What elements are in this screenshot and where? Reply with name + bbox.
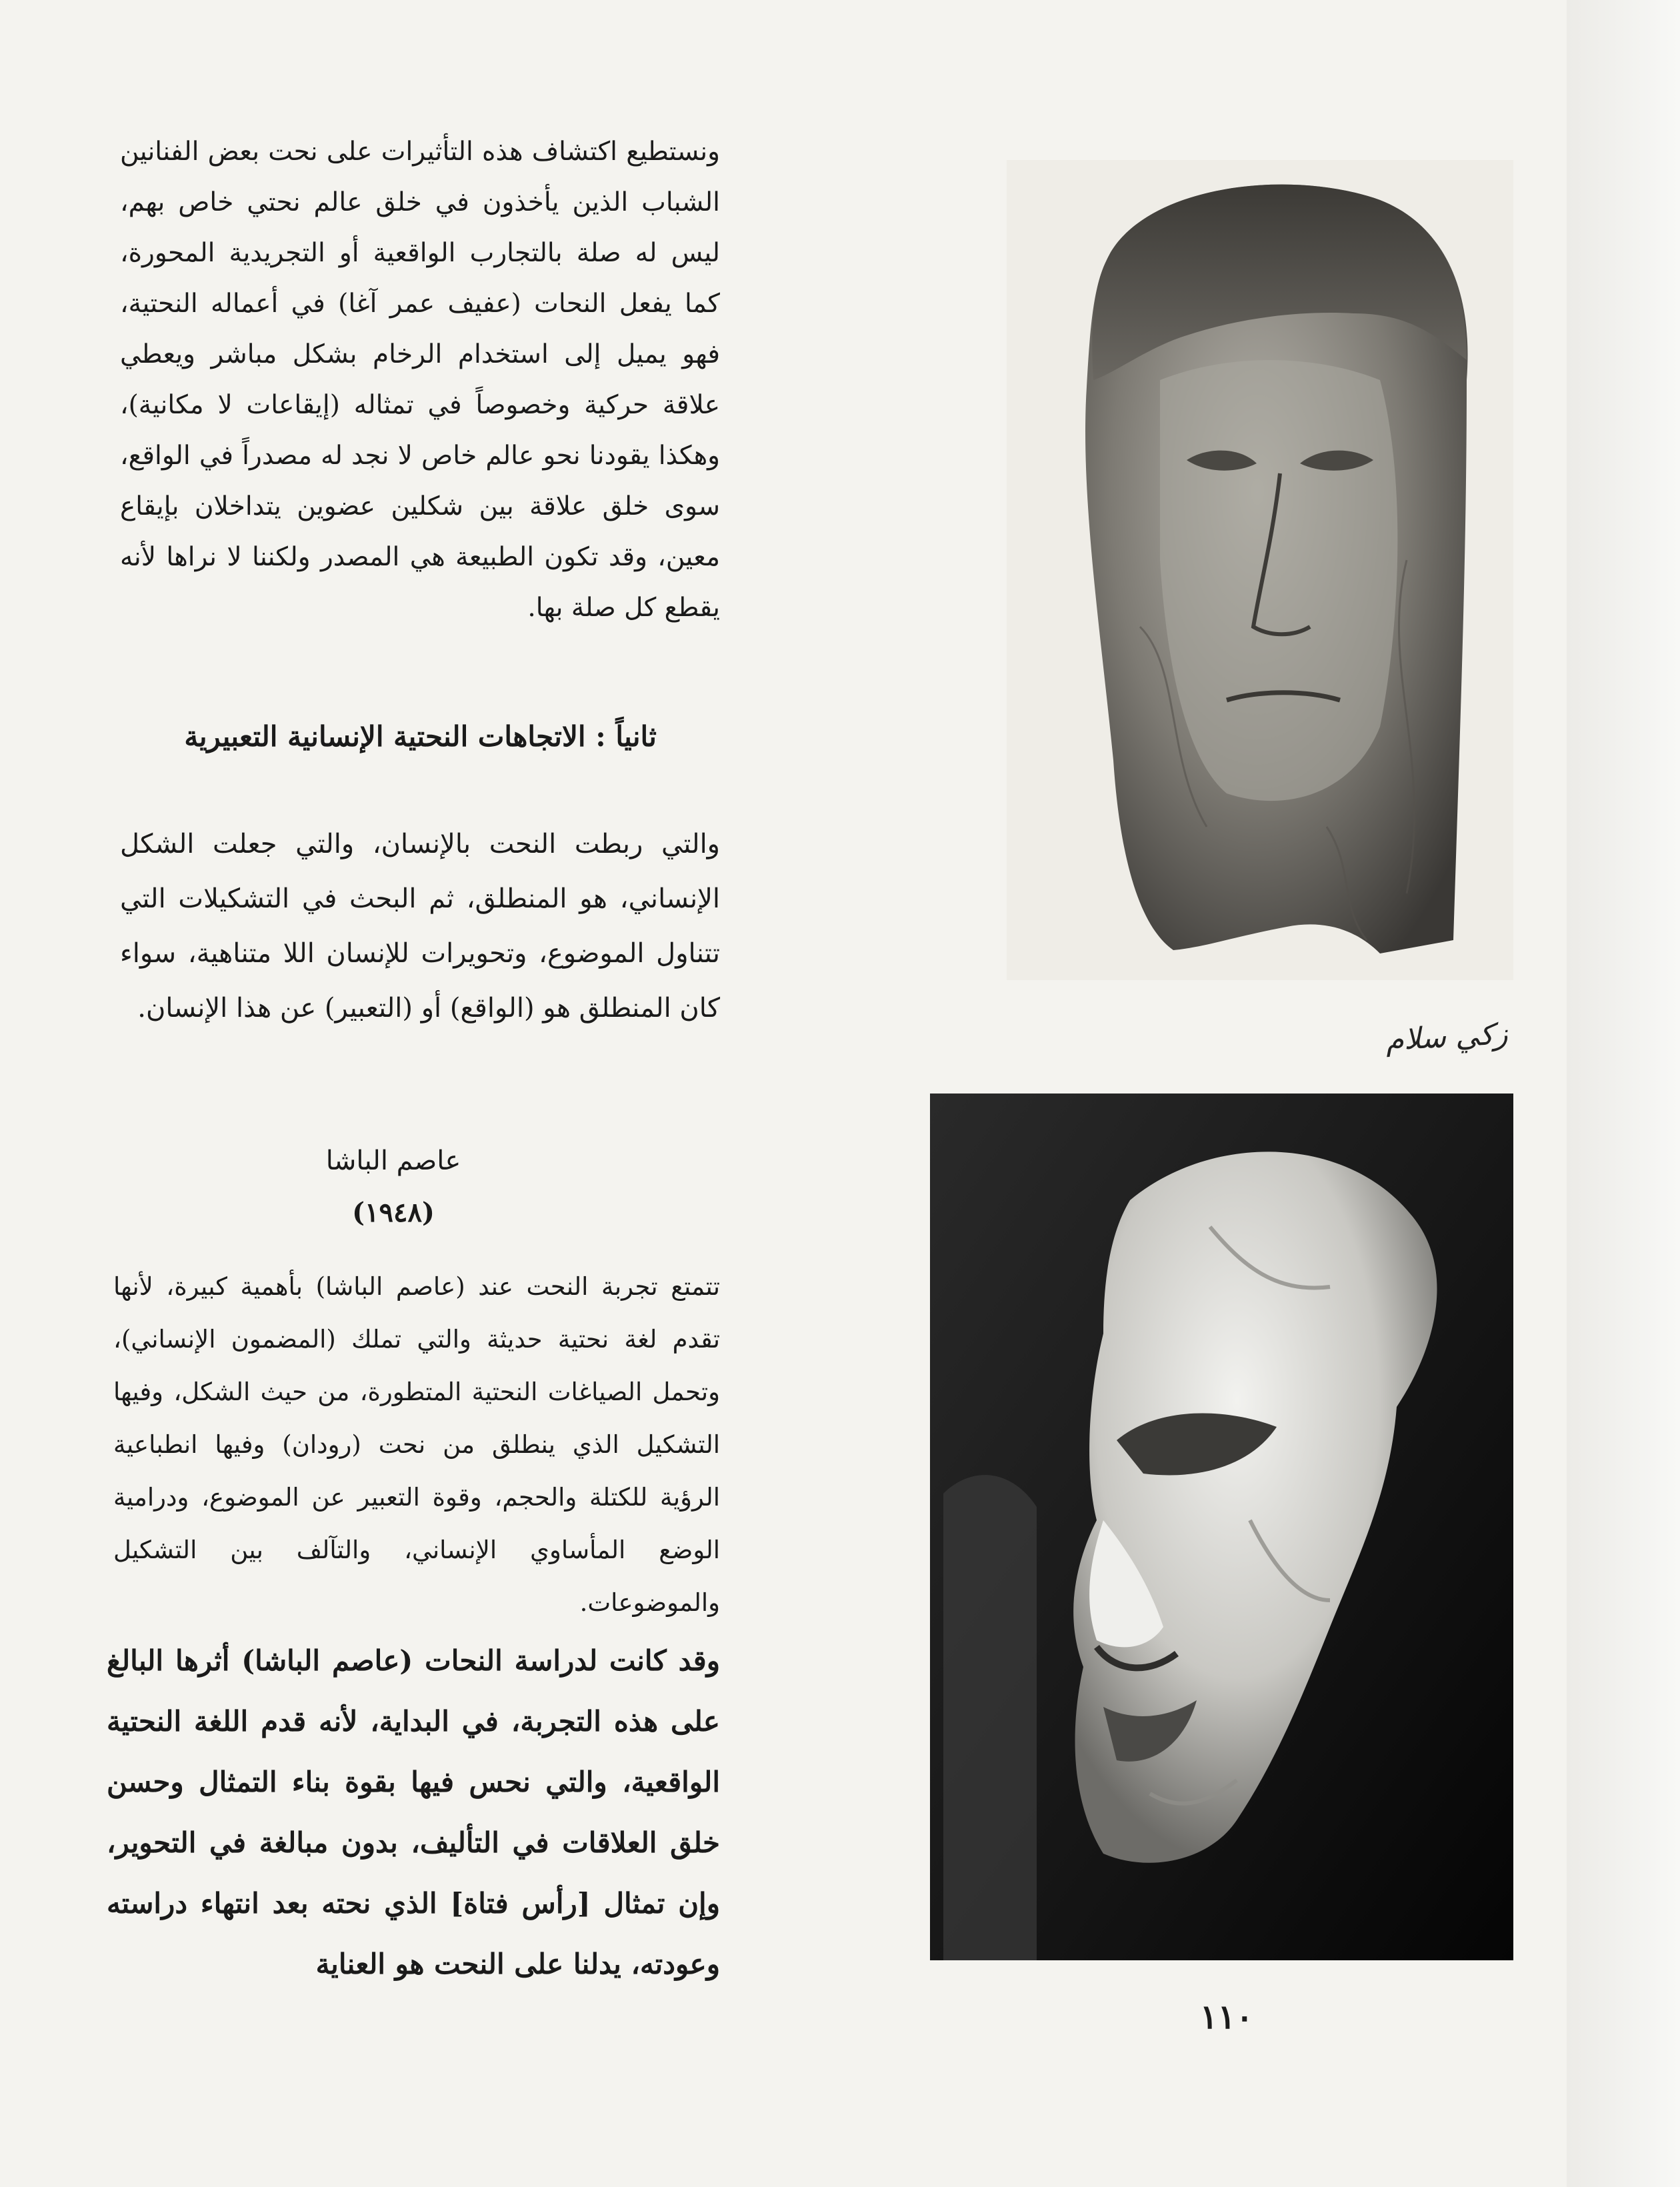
artist-year: (١٩٤٨): [352, 1197, 435, 1228]
paragraph-4: وقد كانت لدراسة النحات (عاصم الباشا) أثرها البالغ على هذه التجربة، في البداية، لأنه قدم اللغة النحتية الواقعية، والتي نحس فيها بقوة بناء التمثال وحسن خلق العلاقات في التأليف، بدون مبالغة في التحوير، وإن تمثال [رأس فتاة] الذي نحته بعد انتهاء دراسته وعودته، يدلنا على النحت هو العناية: [107, 1644, 721, 1980]
section-heading: ثانياً : الاتجاهات النحتية الإنسانية التعبيرية: [184, 720, 657, 753]
paragraph-1: ونستطيع اكتشاف هذه التأثيرات على نحت بعض الفنانين الشباب الذين يأخذون في خلق عالم نحتي خاص بهم، ليس له صلة بالتجارب الواقعية أو التجريدية المحورة، كما يفعل النحات (عفيف عمر آغا) في أعماله النحتية، فهو يميل إلى استخدام الرخام بشكل مباشر ويعطي علاقة حركية وخصوصاً في تمثاله (إيقاعات لا مكانية)، وهكذا يقودنا نحو عالم خاص لا نجد له مصدراً في الواقع، سوى خلق علاقة بين شكلين عضوين يتداخلان بإيقاع معين، وقد تكون الطبيعة هي المصدر ولكننا لا نراها لأنه يقطع كل صلة بها.: [120, 137, 720, 623]
sculpture-photo-plaster-head: [930, 1094, 1513, 1960]
paragraph-2: والتي ربطت النحت بالإنسان، والتي جعلت الشكل الإنساني، هو المنطلق، ثم البحث في التشكيلات التي تتناول الموضوع، وتحويرات للإنسان اللا متناهية، سواء كان المنطلق هو (الواقع) أو (التعبير) عن هذا الإنسان.: [120, 829, 720, 1023]
paragraph-3: تتمتع تجربة النحت عند (عاصم الباشا) بأهمية كبيرة، لأنها تقدم لغة نحتية حديثة والتي تملك (المضمون الإنساني)، وتحمل الصياغات النحتية المتطورة، من حيث الشكل، وفيها التشكيل الذي ينطلق من نحت (رودان) وفيها انطباعية الرؤية للكتلة والحجم، وقوة التعبير عن الموضوع، ودرامية الوضع المأساوي الإنساني، والتآلف بين التشكيل والموضوعات.: [113, 1272, 720, 1617]
signature: زكي سلام: [1385, 1017, 1509, 1057]
page-edge-shadow: [1567, 0, 1680, 2187]
sculpture-photo-marble-head: [1007, 160, 1513, 980]
page-number: ١١٠: [1199, 1997, 1254, 2036]
artist-name: عاصم الباشا: [325, 1146, 461, 1176]
